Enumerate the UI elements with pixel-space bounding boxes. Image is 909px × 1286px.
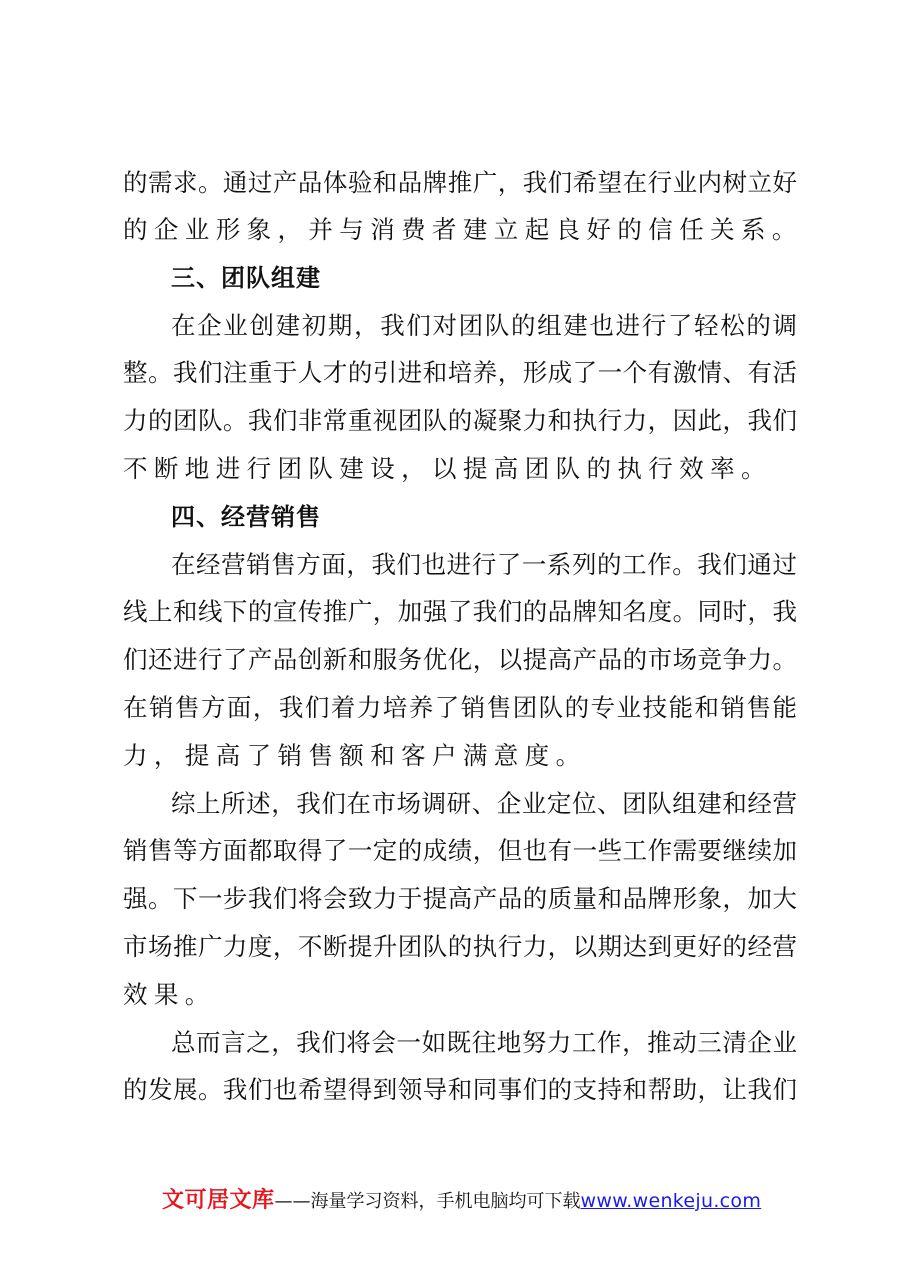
paragraph-line: 在经营销售方面，我们也进行了一系列的工作。我们通过 <box>171 550 797 579</box>
paragraph-line: 的需求。通过产品体验和品牌推广，我们希望在行业内树立好 <box>123 168 797 197</box>
paragraph-line: 总而言之，我们将会一如既往地努力工作，推动三清企业 <box>171 1028 797 1057</box>
footer-brand: 文可居文库 <box>162 1188 275 1213</box>
footer-tagline: ——海量学习资料，手机电脑均可下载 <box>274 1191 581 1212</box>
section-heading-team: 三、团队组建 <box>171 264 321 292</box>
paragraph-line: 效果。 <box>123 980 216 1009</box>
paragraph-line: 强。下一步我们将会致力于提高产品的质量和品牌形象，加大 <box>123 884 797 913</box>
footer-url-link[interactable]: www.wenkeju.com <box>580 1190 762 1212</box>
paragraph-line: 的企业形象，并与消费者建立起良好的信任关系。 <box>123 215 803 244</box>
paragraph-line: 销售等方面都取得了一定的成绩，但也有一些工作需要继续加 <box>123 836 797 865</box>
paragraph-line: 力的团队。我们非常重视团队的凝聚力和执行力，因此，我们 <box>123 406 797 435</box>
paragraph-line: 在销售方面，我们着力培养了销售团队的专业技能和销售能 <box>123 693 797 722</box>
paragraph-line: 们还进行了产品创新和服务优化，以提高产品的市场竞争力。 <box>123 645 797 674</box>
paragraph-line: 在企业创建初期，我们对团队的组建也进行了轻松的调 <box>171 311 797 340</box>
paragraph-line: 力，提高了销售额和客户满意度。 <box>123 741 587 770</box>
paragraph-line: 综上所述，我们在市场调研、企业定位、团队组建和经营 <box>171 789 797 818</box>
paragraph-line: 的发展。我们也希望得到领导和同事们的支持和帮助，让我们 <box>123 1075 797 1104</box>
footer-banner <box>162 1183 882 1213</box>
paragraph-line: 市场推广力度，不断提升团队的执行力，以期达到更好的经营 <box>123 932 797 961</box>
paragraph-line: 整。我们注重于人才的引进和培养，形成了一个有激情、有活 <box>123 358 797 387</box>
paragraph-line: 线上和线下的宣传推广，加强了我们的品牌知名度。同时，我 <box>123 597 797 626</box>
paragraph-line: 不断地进行团队建设，以提高团队的执行效率。 <box>123 454 772 483</box>
section-heading-sales: 四、经营销售 <box>171 503 321 531</box>
